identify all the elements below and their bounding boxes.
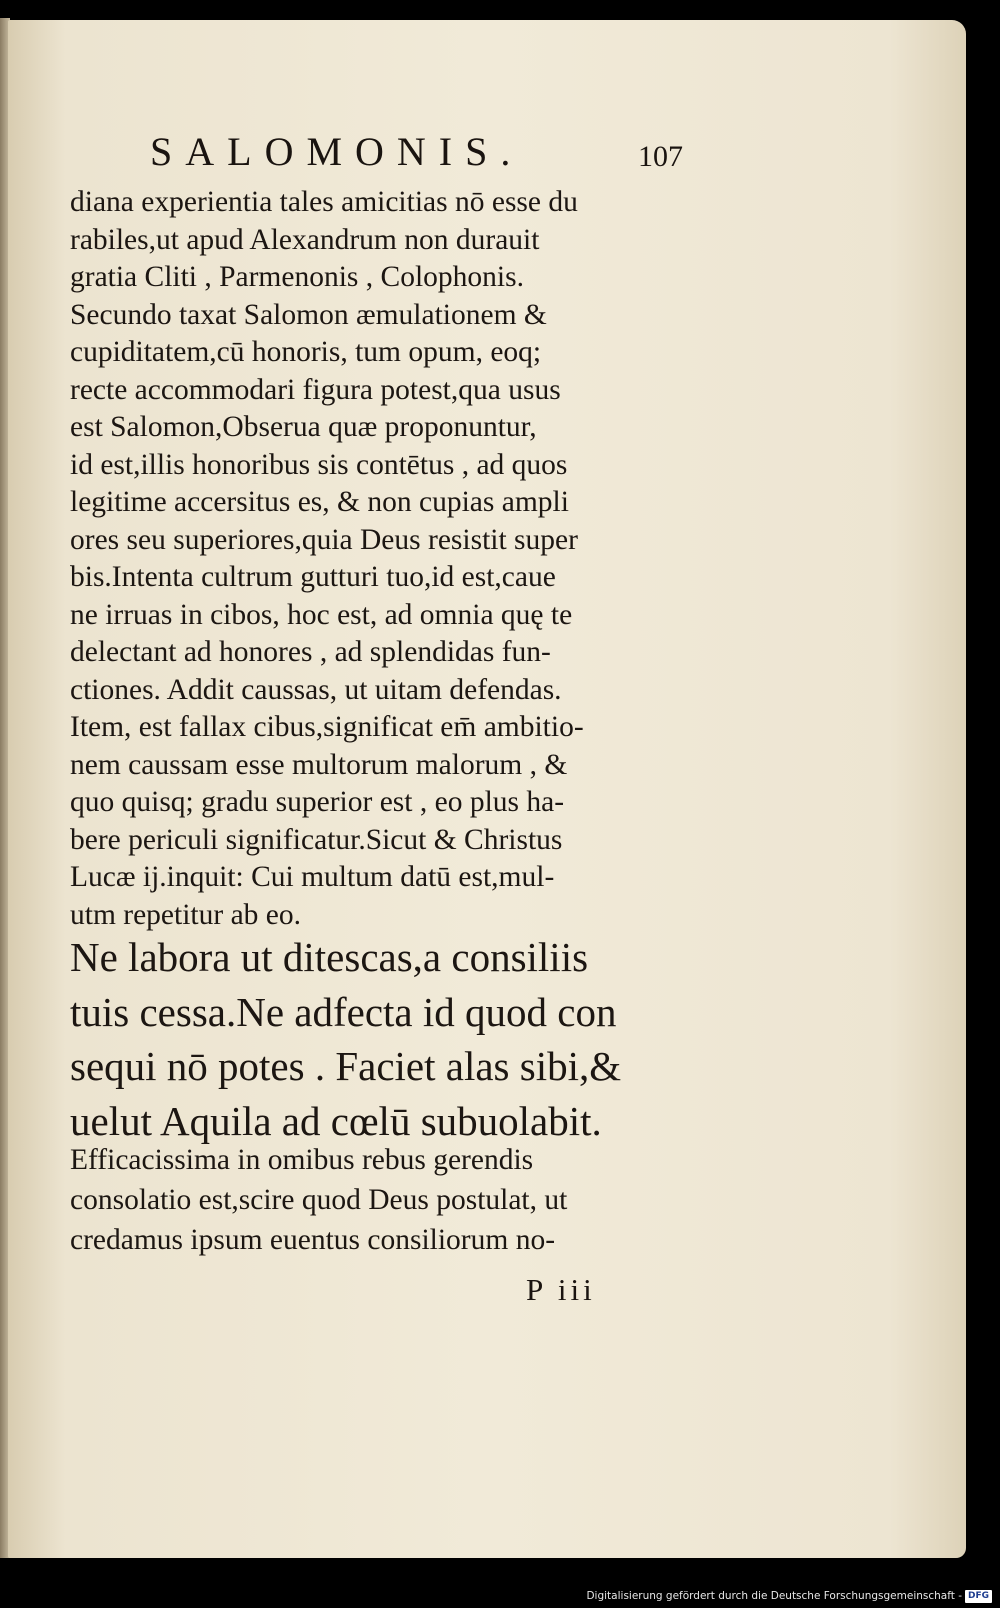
text-line: credamus ipsum euentus consiliorum no- — [70, 1224, 556, 1256]
text-line: ne irruas in cibos, hoc est, ad omnia quę te — [70, 598, 573, 631]
text-line: gratia Cliti , Parmenonis , Colophonis. — [70, 261, 524, 293]
text-line: legitime accersitus es, & non cupias ampli — [70, 486, 569, 518]
footer-credit: Digitalisierung gefördert durch die Deutsche Forschungsgemeinschaft - — [586, 1590, 962, 1602]
page-number: 107 — [638, 140, 683, 173]
text-line: nem caussam esse multorum malorum , & — [70, 748, 568, 781]
show-through-text — [708, 390, 908, 540]
text-line: quo quisq; gradu superior est , eo plus ha- — [70, 786, 565, 818]
signature-mark: P iii — [526, 1272, 596, 1307]
text-line: ores seu superiores,quia Deus resistit super — [70, 523, 578, 556]
text-line: sequi nō potes . Faciet alas sibi,& — [70, 1043, 622, 1089]
text-line: delectant ad honores , ad splendidas fun- — [70, 636, 551, 668]
text-line: utm repetitur ab eo. — [70, 898, 302, 931]
text-line: cupiditatem,cū honoris, tum opum, eoq; — [70, 336, 542, 368]
digitization-footer — [586, 1588, 992, 1604]
scripture-verse — [70, 930, 700, 1148]
commentary-paragraph — [70, 184, 700, 934]
running-title: SALOMONIS. — [150, 129, 524, 174]
text-line: tuis cessa.Ne adfecta id quod con — [70, 988, 617, 1035]
text-line: Efficacissima in omibus rebus gerendis — [70, 1144, 534, 1176]
dfg-logo: DFG — [965, 1590, 992, 1603]
text-line: diana experientia tales amicitias nō esse du — [70, 186, 578, 218]
text-line: Secundo taxat Salomon æmulationem & — [70, 298, 547, 331]
text-line: uelut Aquila ad cœlū subuolabit. — [70, 1097, 602, 1144]
text-line: Lucæ ij.inquit: Cui multum datū est,mul- — [70, 861, 555, 893]
text-line: Item, est fallax cibus,significat em̄ ambitio- — [70, 711, 584, 743]
text-line: rabiles,ut apud Alexandrum non durauit — [70, 223, 540, 256]
text-line: bis.Intenta cultrum gutturi tuo,id est,caue — [70, 561, 556, 593]
text-line: ctiones. Addit caussas, ut uitam defendas. — [70, 673, 562, 706]
running-head — [150, 122, 710, 178]
text-line: id est,illis honoribus sis contētus , ad quos — [70, 448, 568, 481]
text-line: est Salomon,Obserua quæ proponuntur, — [70, 411, 537, 443]
text-line: consolatio est,scire quod Deus postulat, ut — [70, 1184, 568, 1216]
commentary-paragraph-2 — [70, 1140, 700, 1260]
text-line: bere periculi significatur.Sicut & Christus — [70, 823, 563, 856]
text-line: Ne labora ut ditescas,a consiliis — [70, 934, 589, 980]
text-line: recte accommodari figura potest,qua usus — [70, 373, 561, 406]
